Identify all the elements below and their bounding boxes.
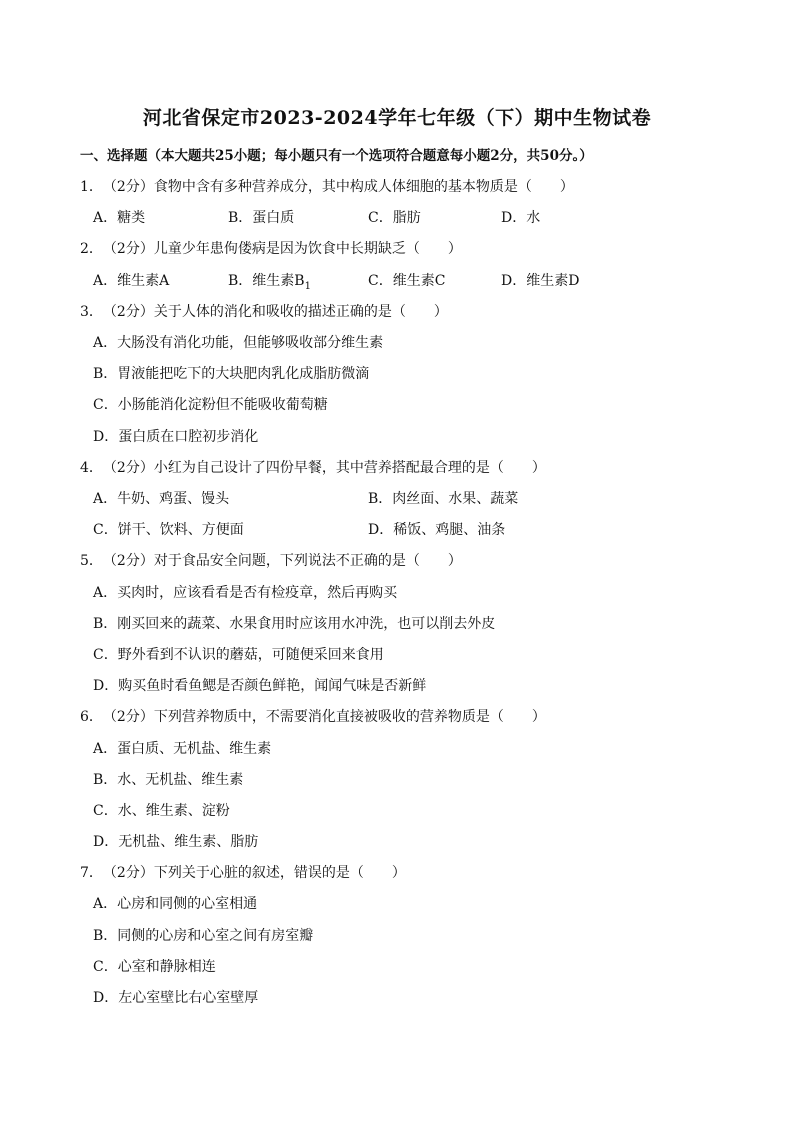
option-c: C．小肠能消化淀粉但不能吸收葡萄糖 [93, 397, 328, 413]
option-a: A．维生素A [93, 273, 170, 289]
question-stem: （2分）对于食品安全问题，下列说法不正确的是（ ） [102, 553, 462, 569]
question-stem: （2分）关于人体的消化和吸收的描述正确的是（ ） [102, 304, 448, 320]
option-d: D．稀饭、鸡腿、油条 [368, 522, 506, 538]
question-5 [80, 550, 462, 570]
question-1 [80, 176, 574, 196]
question-6 [80, 706, 546, 726]
question-number: 7． [80, 865, 103, 881]
option-b: B．同侧的心房和心室之间有房室瓣 [93, 928, 314, 944]
option-a: A．蛋白质、无机盐、维生素 [93, 741, 272, 757]
option-b: B．肉丝面、水果、蔬菜 [368, 491, 519, 507]
question-7 [80, 862, 406, 882]
section-heading: 一、选择题（本大题共25小题；每小题只有一个选项符合题意每小题2分，共50分。） [80, 148, 593, 164]
option-b: B．胃液能把吃下的大块肥肉乳化成脂肪微滴 [93, 366, 370, 382]
option-a: A．买肉时，应该看看是否有检疫章，然后再购买 [93, 585, 398, 601]
option-c: C．维生素C [368, 273, 446, 289]
option-a: A．大肠没有消化功能，但能够吸收部分维生素 [93, 335, 384, 351]
question-number: 6． [80, 709, 103, 725]
option-b: B．水、无机盐、维生素 [93, 772, 244, 788]
question-stem: （2分）儿童少年患佝偻病是因为饮食中长期缺乏（ ） [102, 241, 462, 257]
question-number: 1． [80, 179, 103, 195]
option-d: D．维生素D [501, 273, 580, 289]
option-b: B．刚买回来的蔬菜、水果食用时应该用水冲洗，也可以削去外皮 [93, 616, 496, 632]
question-stem: （2分）下列关于心脏的叙述，错误的是（ ） [102, 865, 406, 881]
question-2 [80, 238, 462, 258]
option-a: A．糖类 [93, 210, 146, 226]
question-stem: （2分）小红为自己设计了四份早餐，其中营养搭配最合理的是（ ） [102, 460, 546, 476]
option-a: A．心房和同侧的心室相通 [93, 896, 258, 912]
option-c: C．饼干、饮料、方便面 [93, 522, 244, 538]
question-number: 3． [80, 304, 103, 320]
question-stem: （2分）下列营养物质中，不需要消化直接被吸收的营养物质是（ ） [102, 709, 546, 725]
option-a: A．牛奶、鸡蛋、馒头 [93, 491, 230, 507]
option-b-subscript: 1 [304, 280, 311, 292]
question-3 [80, 301, 448, 321]
option-d: D．无机盐、维生素、脂肪 [93, 834, 259, 850]
option-c: C．心室和静脉相连 [93, 959, 216, 975]
option-c: C．野外看到不认识的蘑菇，可随便采回来食用 [93, 647, 384, 663]
question-number: 5． [80, 553, 103, 569]
option-c: C．水、维生素、淀粉 [93, 803, 230, 819]
option-d: D．蛋白质在口腔初步消化 [93, 429, 259, 445]
option-c: C．脂肪 [368, 210, 421, 226]
option-b-text: B．维生素B [228, 273, 305, 289]
page-title: 河北省保定市2023-2024学年七年级（下）期中生物试卷 [142, 107, 652, 129]
question-stem: （2分）食物中含有多种营养成分，其中构成人体细胞的基本物质是（ ） [102, 179, 574, 195]
option-d: D．左心室壁比右心室壁厚 [93, 990, 259, 1006]
question-number: 4． [80, 460, 103, 476]
question-4 [80, 457, 546, 477]
option-b [228, 270, 311, 292]
option-d: D．购买鱼时看鱼鳃是否颜色鲜艳，闻闻气味是否新鲜 [93, 678, 427, 694]
option-b: B．蛋白质 [228, 210, 295, 226]
option-d: D．水 [501, 210, 541, 226]
question-number: 2． [80, 241, 103, 257]
